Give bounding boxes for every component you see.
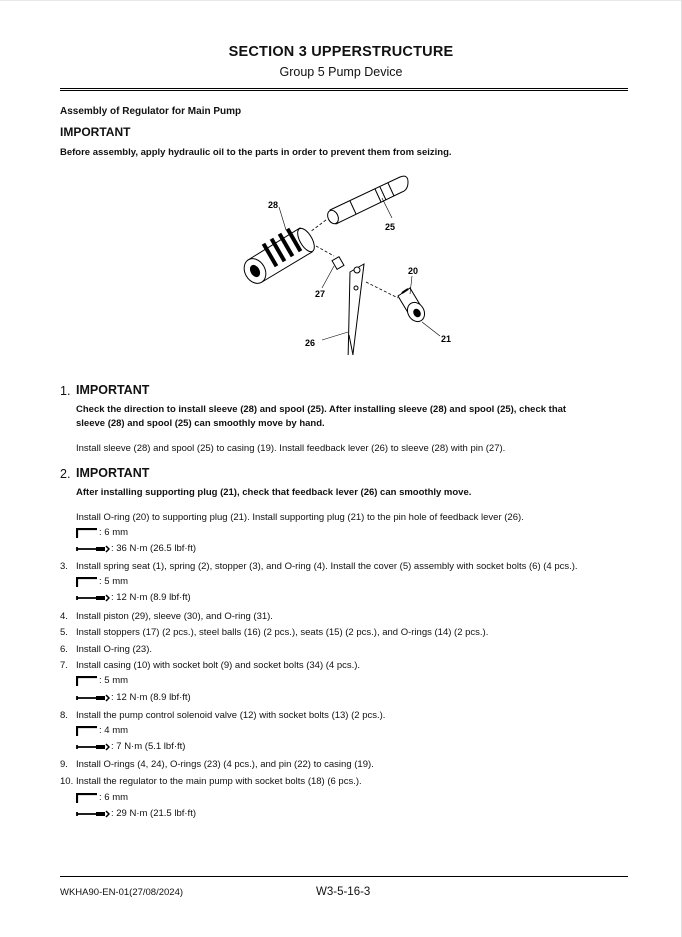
section-title: SECTION 3 UPPERSTRUCTURE <box>228 44 454 60</box>
spool-drawing <box>326 176 408 225</box>
step-text: Install O-rings (4, 24), O-rings (23) (4 pcs.), and pin (22) to casing (19). <box>76 759 374 770</box>
step-text: Install the pump control solenoid valve (12) with socket bolts (13) (2 pcs.). <box>76 710 386 721</box>
wrench-size: : 5 mm <box>99 675 129 686</box>
wrench-size: : 6 mm <box>99 527 129 538</box>
torque-wrench-icon <box>76 594 110 602</box>
step-important-text: Check the direction to install sleeve (28) and spool (25). After installing sleeve (28) and spool (25), check that <box>76 404 567 415</box>
torque-spec <box>76 741 185 752</box>
step-number: 10. <box>60 776 74 787</box>
step-text: Install the regulator to the main pump with socket bolts (18) (6 pcs.). <box>76 776 362 787</box>
torque-value: : 7 N·m (5.1 lbf·ft) <box>111 741 186 752</box>
sleeve-drawing <box>240 226 318 288</box>
step-text: Install piston (29), sleeve (30), and O-ring (31). <box>76 611 273 622</box>
torque-value: : 36 N·m (26.5 lbf·ft) <box>111 543 196 554</box>
page-border <box>0 0 682 1</box>
sub-heading: Assembly of Regulator for Main Pump <box>60 106 242 117</box>
step-number: 7. <box>60 660 68 671</box>
callout-26: 26 <box>305 338 316 348</box>
step-important-heading: IMPORTANT <box>76 466 150 480</box>
step-number: 3. <box>60 561 68 572</box>
callout-21: 21 <box>441 334 452 344</box>
group-title: Group 5 Pump Device <box>279 65 403 79</box>
pin-drawing <box>332 257 344 270</box>
step-text: Install spring seat (1), spring (2), stopper (3), and O-ring (4). Install the cover (5) assembly with socket bolts (6) (4 pcs.). <box>76 561 578 572</box>
torque-value: : 29 N·m (21.5 lbf·ft) <box>111 808 196 819</box>
step-number: 6. <box>60 644 68 655</box>
wrench-size: : 5 mm <box>99 576 129 587</box>
torque-wrench-icon <box>76 694 110 702</box>
wrench-spec <box>76 792 128 803</box>
important-text: Before assembly, apply hydraulic oil to the parts in order to prevent them from seizing. <box>60 147 452 158</box>
footer-divider <box>60 876 628 877</box>
hex-wrench-icon <box>76 676 98 686</box>
step-number: 5. <box>60 627 68 638</box>
torque-value: : 12 N·m (8.9 lbf·ft) <box>111 592 191 603</box>
torque-wrench-icon <box>76 743 110 751</box>
step-important-text: sleeve (28) and spool (25) can smoothly move by hand. <box>76 418 325 429</box>
feedback-lever-drawing <box>348 264 364 355</box>
step-text: Install casing (10) with socket bolt (9) and socket bolts (34) (4 pcs.). <box>76 660 361 671</box>
hex-wrench-icon <box>76 793 98 803</box>
callout-28: 28 <box>268 200 279 210</box>
hex-wrench-icon <box>76 528 98 538</box>
callout-25: 25 <box>385 222 396 232</box>
step-text: Install O-ring (23). <box>76 644 153 655</box>
wrench-size: : 6 mm <box>99 792 129 803</box>
regulator-assembly-figure <box>230 170 470 355</box>
wrench-spec <box>76 527 128 538</box>
hex-wrench-icon <box>76 577 98 587</box>
torque-spec <box>76 543 196 554</box>
wrench-spec <box>76 576 128 587</box>
step-number: 4. <box>60 611 68 622</box>
step-text: Install O-ring (20) to supporting plug (21). Install supporting plug (21) to the pin hole of feedback lever (26). <box>76 512 524 523</box>
supporting-plug-drawing <box>398 288 428 325</box>
header-divider <box>60 88 628 91</box>
step-number: 1. <box>60 384 71 398</box>
important-heading: IMPORTANT <box>60 125 131 139</box>
torque-spec <box>76 592 191 603</box>
step-number: 9. <box>60 759 68 770</box>
page-number: W3-5-16-3 <box>316 886 371 898</box>
step-important-text: After installing supporting plug (21), check that feedback lever (26) can smoothly move. <box>76 487 472 498</box>
wrench-size: : 4 mm <box>99 725 129 736</box>
step-text: Install stoppers (17) (2 pcs.), steel balls (16) (2 pcs.), seats (15) (2 pcs.), and O-rings (14) (2 pcs.). <box>76 627 489 638</box>
step-number: 8. <box>60 710 68 721</box>
torque-wrench-icon <box>76 545 110 553</box>
torque-spec <box>76 808 196 819</box>
torque-value: : 12 N·m (8.9 lbf·ft) <box>111 692 191 703</box>
page-header <box>0 44 682 79</box>
hex-wrench-icon <box>76 726 98 736</box>
callout-27: 27 <box>315 289 326 299</box>
step-number: 2. <box>60 467 71 481</box>
torque-spec <box>76 692 191 703</box>
wrench-spec <box>76 675 128 686</box>
step-important-heading: IMPORTANT <box>76 383 150 397</box>
wrench-spec <box>76 725 128 736</box>
step-text: Install sleeve (28) and spool (25) to casing (19). Install feedback lever (26) to sleeve (28) with pin (27). <box>76 443 506 454</box>
torque-wrench-icon <box>76 810 110 818</box>
document-id: WKHA90-EN-01(27/08/2024) <box>60 887 184 898</box>
callout-20: 20 <box>408 266 419 276</box>
